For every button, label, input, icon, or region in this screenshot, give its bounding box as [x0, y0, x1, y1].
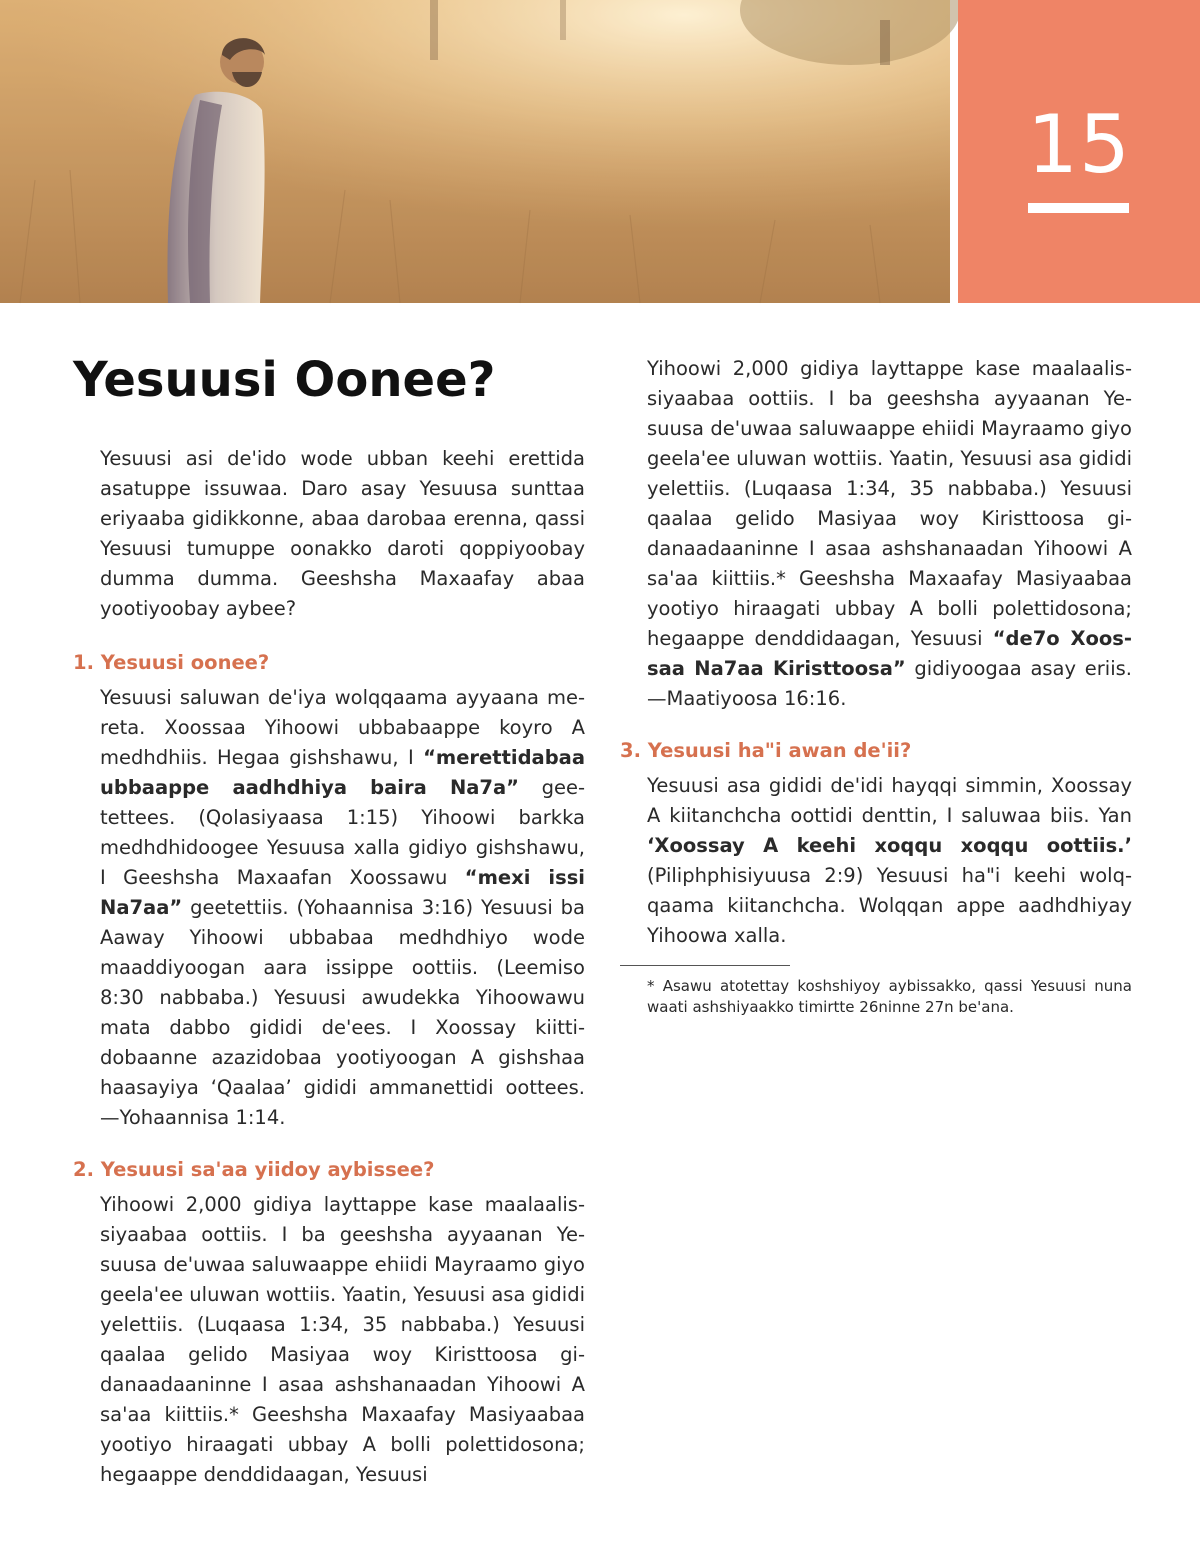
hero-image-field-man-walking: [0, 0, 950, 303]
question-3-heading: 3. Yesuusi ha"i awan de'ii?: [620, 739, 912, 762]
lesson-number-badge: [958, 0, 1200, 303]
left-column: [73, 444, 586, 1486]
footnote: * Asawu atotettay koshshiyoy aybissakko, qassi Yesuusi nuna waati ashshiyaakko timirtte 26ninne 27n be'ana.: [647, 977, 1132, 1016]
lesson-number-underline: [1028, 203, 1129, 213]
lesson-number: 15: [1027, 98, 1131, 191]
page-title: Yesuusi Oonee?: [73, 352, 496, 408]
question-2-heading: 2. Yesuusi sa'aa yiidoy aybissee?: [73, 1158, 435, 1181]
question-3-answer: Yesuusi asa gididi de'idi hayqqi simmin, Xoossay A kiitanchcha oottidi denttin, I saluwaa biis. Yan ‘Xoossay A keehi xoqqu xoqqu oottiis.’ (Piliphphisiyuusa 2:9) Yesuusi ha"i keehi wolqqaama kiitanchcha. Wolqqan appe aadhdhiyay Yihoowa xalla.: [647, 774, 1132, 947]
footnote-divider: [620, 965, 790, 966]
question-2-answer-text-left: Yihoowi 2,000 gidiya layttappe kase maalaalissiyaabaa oottiis. I ba geeshsha ayyaanan Yesuusa de'uwaa saluwaappe ehiidi Mayraamo giyo geela'ee uluwan wottiis. Yaatin, Yesuusi asa gididi yelettiis. (Luqaasa 1:34, 35 nabbaba.) Yesuusi qaalaa gelido Masiyaa woy Kiristtoosa gidanaadaaninne I asaa ashshanaadan Yihoowi A sa'aa kiittiis.* Geeshsha Maxaafay Masiyaabaa yootiyo hiraagati ubbay A bolli polettidosona; hegaappe denddidaagan, Yesuusi: [100, 1193, 586, 1486]
question-2-answer: [73, 1190, 586, 1486]
right-column: [620, 357, 1133, 1018]
hero-illustration: [0, 0, 950, 303]
question-2-answer-continued: Yihoowi 2,000 gidiya layttappe kase maalaalissiyaabaa oottiis. I ba geeshsha ayyaanan Yesuusa de'uwaa saluwaappe ehiidi Mayraamo giyo geela'ee uluwan wottiis. Yaatin, Yesuusi asa gididi yelettiis. (Luqaasa 1:34, 35 nabbaba.) Yesuusi qaalaa gelido Masiyaa woy Kiristtoosa gidanaadaaninne I asaa ashshanaadan Yihoowi A sa'aa kiittiis.* Geeshsha Maxaafay Masiyaabaa yootiyo hiraagati ubbay A bolli polettidosona; hegaappe denddidaagan, Yesuusi “de7o Xoossaa Na7aa Kiristtoosa” gidiyoogaa asay eriis. —Maatiyoosa 16:16.: [647, 357, 1133, 710]
question-2-answer-text-right: Yihoowi 2,000 gidiya layttappe kase maalaalissiyaabaa oottiis. I ba geeshsha ayyaanan Yesuusa de'uwaa saluwaappe ehiidi Mayraamo giyo geela'ee uluwan wottiis. Yaatin, Yesuusi asa gididi yelettiis. (Luqaasa 1:34, 35 nabbaba.) Yesuusi qaalaa gelido Masiyaa woy Kiristtoosa gidanaadaaninne I asaa ashshanaadan Yihoowi A sa'aa kiittiis.* Geeshsha Maxaafay Masiyaabaa yootiyo hiraagati ubbay A bolli polettidosona; hegaappe denddidaagan, Yesuusi: [647, 357, 1133, 650]
question-1-heading: 1. Yesuusi oonee?: [73, 651, 270, 674]
intro-paragraph: Yesuusi asi de'ido wode ubban keehi erettida asatuppe issuwaa. Daro asay Yesuusa sunttaa eriyaaba gidikkonne, abaa darobaa erenna, qassi Yesuusi tumuppe oonakko daroti qoppiyoobay dumma dumma. Geeshsha Maxaafay abaa yootiyoobay aybee?: [100, 447, 585, 620]
question-1-answer: Yesuusi saluwan de'iya wolqqaama ayyaana mereta. Xoossaa Yihoowi ubbabaappe koyro A medhdhiis. Hegaa gishshawu, I “merettidabaa ubbaappe aadhdhiya baira Na7a” geetettees. (Qolasiyaasa 1:15) Yihoowi barkka medhdhidoogee Yesuusa xalla gidiyo gishshawu, I Geeshsha Maxaafan Xoossawu “mexi issi Na7aa” geetettiis. (Yohaannisa 3:16) Yesuusi ba Aaway Yihoowi ubbabaa medhdhiyo wode maaddiyoogan aara issippe oottiis. (Leemiso 8:30 nabbaba.) Yesuusi awudekka Yihoowawu mata dabbo gididi de'ees. I Xoossay kiittidobaanne azazidobaa yootiyoogan A gishshaa haasayiya ‘Qaalaa’ gididi ammanettidi oottees. —Yohaannisa 1:14.: [100, 686, 586, 1129]
